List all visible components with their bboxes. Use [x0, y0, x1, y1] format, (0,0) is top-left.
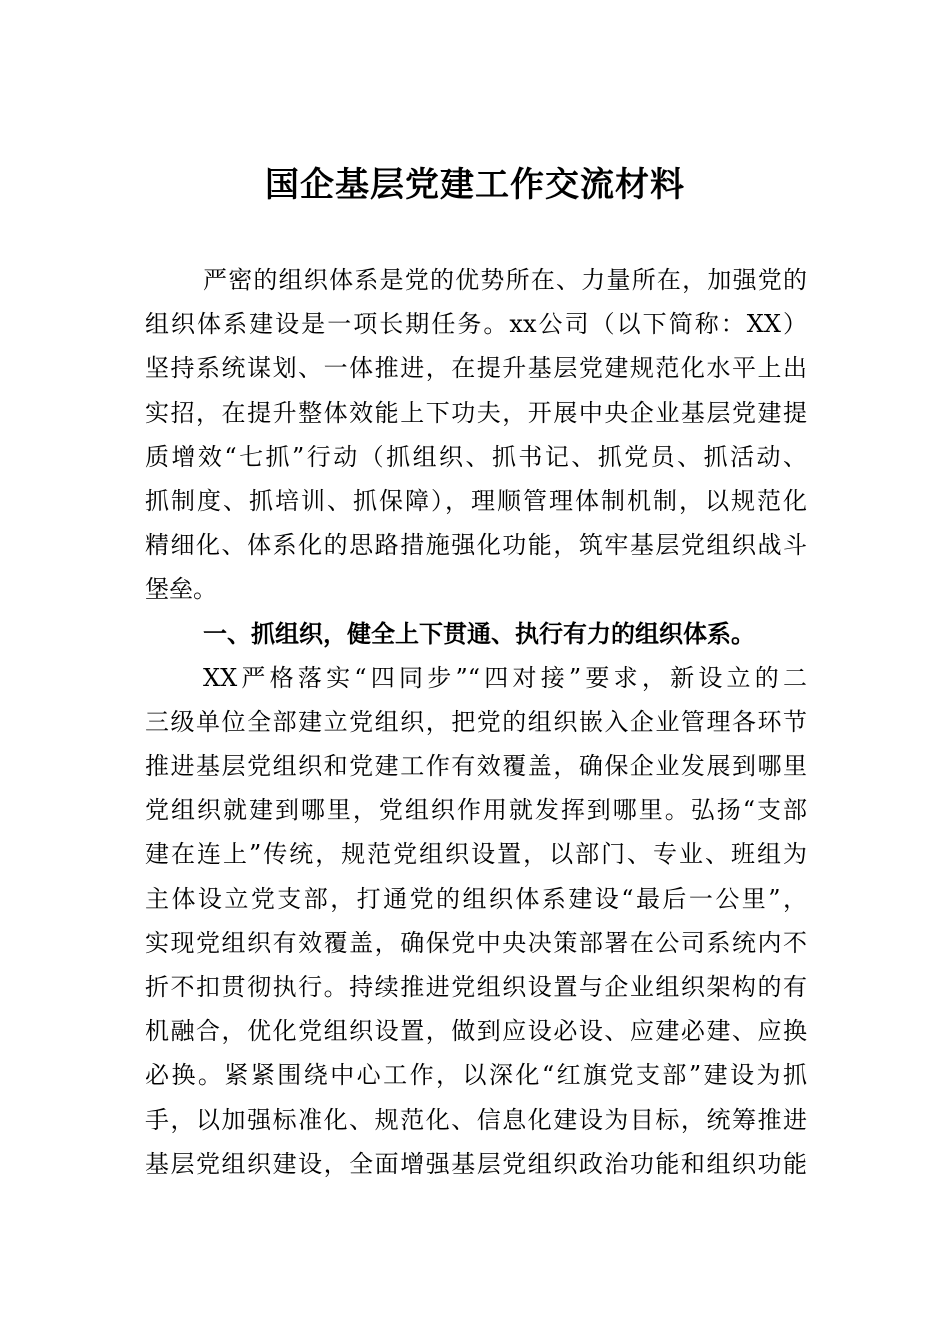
text-line: 手，以加强标准化、规范化、信息化建设为目标，统筹推进: [145, 1105, 807, 1134]
text-line: 坚持系统谋划、一体推进，在提升基层党建规范化水平上出: [145, 354, 807, 383]
text-line: 组织体系建设是一项长期任务。xx公司（以下简称：XX）: [145, 310, 807, 339]
text-line: XX严格落实“四同步”“四对接”要求，新设立的二: [203, 663, 807, 692]
text-line: 质增效“七抓”行动（抓组织、抓书记、抓党员、抓活动、: [145, 442, 807, 471]
text-line: 必换。紧紧围绕中心工作，以深化“红旗党支部”建设为抓: [145, 1061, 807, 1090]
text-line: 抓制度、抓培训、抓保障），理顺管理体制机制，以规范化: [145, 486, 807, 515]
text-line: 实招，在提升整体效能上下功夫，开展中央企业基层党建提: [145, 398, 807, 427]
document-title: 国企基层党建工作交流材料: [265, 165, 685, 205]
text-line: 实现党组织有效覆盖，确保党中央决策部署在公司系统内不: [145, 928, 807, 957]
text-line: 建在连上”传统，规范党组织设置，以部门、专业、班组为: [145, 840, 807, 869]
text-line: 机融合，优化党组织设置，做到应设必设、应建必建、应换: [145, 1017, 807, 1046]
text-line: 折不扣贯彻执行。持续推进党组织设置与企业组织架构的有: [145, 973, 807, 1001]
section-heading-text: 一、抓组织，健全上下贯通、执行有力的组织体系。: [203, 619, 755, 648]
text-line: 基层党组织建设，全面增强基层党组织政治功能和组织功能: [145, 1149, 807, 1178]
text-line: 党组织就建到哪里，党组织作用就发挥到哪里。弘扬“支部: [145, 796, 807, 825]
text-line: 推进基层党组织和党建工作有效覆盖，确保企业发展到哪里: [145, 752, 807, 781]
document-body: [145, 258, 807, 1186]
text-line: 三级单位全部建立党组织，把党的组织嵌入企业管理各环节: [145, 707, 807, 736]
text-line: 精细化、体系化的思路措施强化功能，筑牢基层党组织战斗: [145, 531, 807, 560]
text-line: 严密的组织体系是党的优势所在、力量所在，加强党的: [203, 266, 807, 294]
section-heading: [145, 612, 807, 656]
text-line: 主体设立党支部，打通党的组织体系建设“最后一公里”，: [145, 884, 807, 913]
text-line: 堡垒。: [145, 575, 217, 604]
section-paragraph: [145, 656, 807, 1186]
intro-paragraph: [145, 258, 807, 612]
